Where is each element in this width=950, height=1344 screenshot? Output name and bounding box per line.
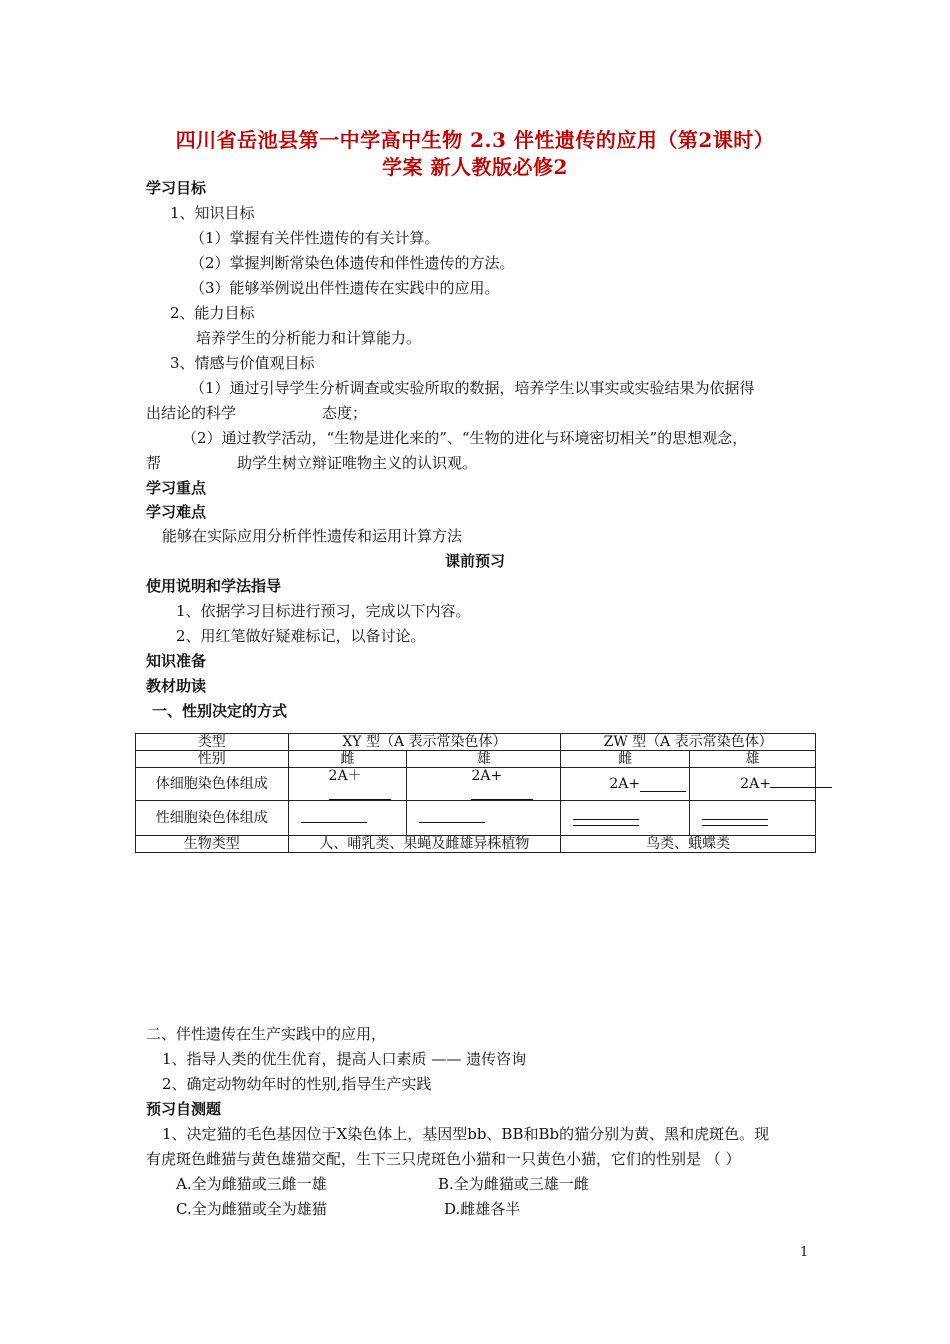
xy-type-cell: XY 型（A 表示常染色体） — [288, 734, 561, 751]
option-b[interactable]: B.全为雌猫或三雄一雌 — [438, 1175, 589, 1193]
organism-label-cell: 生物类型 — [136, 836, 289, 853]
knowledge-prep-heading: 知识准备 — [146, 652, 207, 670]
zw-organism-cell: 鸟类、蛾蝶类 — [561, 836, 816, 853]
sex-value-cell: 雄 — [407, 751, 561, 768]
type-label-cell: 类型 — [136, 734, 289, 751]
document-title-line1: 四川省岳池县第一中学高中生物 2.3 伴性遗传的应用（第2课时） — [175, 128, 775, 152]
emotion-paragraph-1b-part2: 态度； — [322, 404, 368, 422]
fill-in-blank[interactable] — [471, 789, 533, 800]
fill-in-blank[interactable] — [419, 822, 485, 823]
xy-organism-cell: 人、哺乳类、果蝇及雌雄异株植物 — [288, 836, 561, 853]
somatic-value-cell: 2A＋ — [288, 768, 407, 801]
fill-in-blank[interactable] — [573, 825, 639, 826]
emotion-paragraph-1b-part1: 出结论的科学 — [146, 404, 237, 422]
knowledge-objective-heading: 1、知识目标 — [170, 204, 255, 222]
fill-in-blank[interactable] — [301, 822, 367, 823]
gamete-value-cell — [561, 801, 690, 836]
emotion-paragraph-2b-part2: 助学生树立辩证唯物主义的认识观。 — [237, 454, 478, 472]
difficulties-heading: 学习难点 — [146, 503, 207, 521]
table-row — [136, 768, 816, 801]
emotion-paragraph-1a: （1）通过引导学生分析调查或实验所取的数据，培养学生以事实或实验结果为依据得 — [190, 379, 755, 397]
knowledge-item-3: （3）能够举例说出伴性遗传在实践中的应用。 — [190, 279, 500, 297]
zw-type-cell: ZW 型（A 表示常染色体） — [561, 734, 816, 751]
ability-objective-text: 培养学生的分析能力和计算能力。 — [196, 329, 422, 347]
emotion-paragraph-2b-part1: 帮 — [146, 454, 162, 472]
somatic-value-cell: 2A+ — [407, 768, 561, 801]
textbook-reading-heading: 教材助读 — [146, 677, 207, 695]
gamete-value-cell — [690, 801, 816, 836]
fill-in-blank[interactable] — [640, 781, 686, 792]
knowledge-item-2: （2）掌握判断常染色体遗传和伴性遗传的方法。 — [190, 254, 515, 272]
fill-in-blank[interactable] — [770, 787, 832, 788]
section1-heading: 一、性别决定的方式 — [152, 702, 288, 720]
fill-in-blank[interactable] — [573, 819, 639, 820]
difficulties-text: 能够在实际应用分析伴性遗传和运用计算方法 — [162, 527, 463, 545]
gamete-value-cell — [407, 801, 561, 836]
gamete-label-cell: 性细胞染色体组成 — [136, 801, 289, 836]
question-1-line-1: 1、决定猫的毛色基因位于X染色体上，基因型bb、BB和Bb的猫分别为黄、黑和虎斑色。现 — [162, 1125, 770, 1143]
sex-label-cell: 性别 — [136, 751, 289, 768]
gamete-value-cell — [288, 801, 407, 836]
knowledge-item-1: （1）掌握有关伴性遗传的有关计算。 — [190, 229, 440, 247]
question-1-line-2: 有虎斑色雌猫与黄色雄猫交配，生下三只虎斑色小猫和一只黄色小猫，它们的性别是 （ ） — [146, 1150, 741, 1168]
sex-value-cell: 雌 — [288, 751, 407, 768]
somatic-value-cell: 2A+ — [561, 768, 690, 801]
section2-heading: 二、伴性遗传在生产实践中的应用， — [146, 1025, 387, 1043]
somatic-label-cell: 体细胞染色体组成 — [136, 768, 289, 801]
objectives-heading: 学习目标 — [146, 179, 207, 197]
sex-determination-table — [135, 733, 816, 853]
table-row — [136, 734, 816, 751]
emotion-objective-heading: 3、情感与价值观目标 — [170, 354, 315, 372]
section2-item-2: 2、确定动物幼年时的性别,指导生产实践 — [162, 1075, 432, 1093]
somatic-value-cell: 2A+ — [690, 768, 816, 801]
usage-item-2: 2、用红笔做好疑难标记，以备讨论。 — [176, 627, 426, 645]
section2-item-1: 1、指导人类的优生优育，提高人口素质 —— 遗传咨询 — [162, 1050, 527, 1068]
usage-guide-heading: 使用说明和学法指导 — [146, 577, 282, 595]
sex-value-cell: 雄 — [690, 751, 816, 768]
self-test-heading: 预习自测题 — [146, 1100, 222, 1118]
option-d[interactable]: D.雌雄各半 — [444, 1200, 521, 1218]
fill-in-blank[interactable] — [329, 789, 391, 800]
fill-in-blank[interactable] — [702, 819, 768, 820]
preview-heading: 课前预习 — [444, 552, 505, 570]
usage-item-1: 1、依据学习目标进行预习，完成以下内容。 — [176, 602, 471, 620]
option-c[interactable]: C.全为雌猫或全为雄猫 — [176, 1200, 327, 1218]
table-row — [136, 801, 816, 836]
fill-in-blank[interactable] — [702, 825, 768, 826]
emotion-paragraph-2a: （2）通过教学活动，“生物是进化来的”、“生物的进化与环境密切相关”的思想观念， — [182, 429, 748, 447]
option-a[interactable]: A.全为雌猫或三雌一雄 — [176, 1175, 327, 1193]
document-title-line2: 学案 新人教版必修2 — [382, 155, 568, 179]
page-number: 1 — [800, 1245, 809, 1260]
table-row — [136, 836, 816, 853]
key-points-heading: 学习重点 — [146, 479, 207, 497]
ability-objective-heading: 2、能力目标 — [170, 304, 255, 322]
sex-value-cell: 雌 — [561, 751, 690, 768]
table-row — [136, 751, 816, 768]
